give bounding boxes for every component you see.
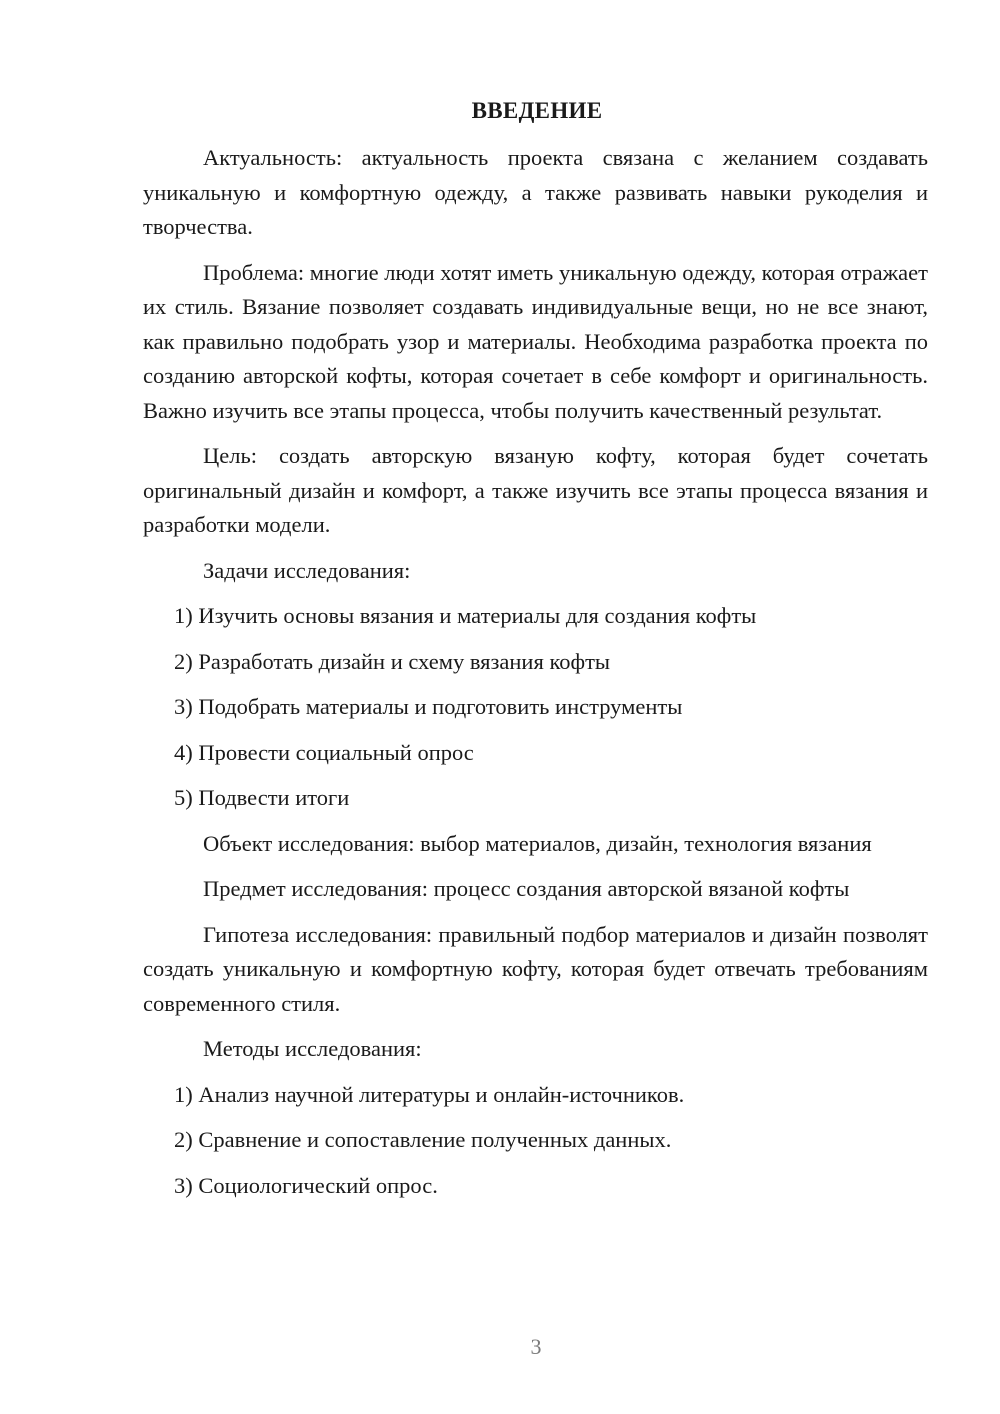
- method-item: 3) Социологический опрос.: [174, 1172, 438, 1198]
- task-item: 1) Изучить основы вязания и материалы для создания кофты: [174, 603, 757, 628]
- methods-heading: Методы исследования:: [203, 1036, 422, 1061]
- paragraph-hypothesis: Гипотеза исследования: правильный подбор материалов и дизайн позволят создать уникальную и комфортную кофту, которая будет отвечать требованиям современного стиля.: [143, 921, 928, 1016]
- paragraph-object: Объект исследования: выбор материалов, дизайн, технология вязания: [203, 830, 872, 856]
- method-item: 1) Анализ научной литературы и онлайн-источников.: [174, 1081, 685, 1107]
- document-body: [143, 141, 928, 1214]
- document-title: ВВЕДЕНИЕ: [471, 98, 603, 123]
- task-item: 4) Провести социальный опрос: [174, 739, 474, 765]
- method-item: 2) Сравнение и сопоставление полученных данных.: [174, 1127, 672, 1152]
- paragraph-relevance: Актуальность: актуальность проекта связана с желанием создавать уникальную и комфортную одежду, а также развивать навыки рукоделия и творчества.: [143, 145, 928, 239]
- paragraph-goal: Цель: создать авторскую вязаную кофту, которая будет сочетать оригинальный дизайн и комфорт, а также изучить все этапы процесса вязания и разработки модели.: [143, 443, 928, 537]
- paragraph-subject: Предмет исследования: процесс создания авторской вязаной кофты: [203, 876, 850, 901]
- tasks-list: [143, 599, 928, 816]
- methods-list: [143, 1078, 928, 1204]
- page-number: 3: [530, 1334, 542, 1359]
- task-item: 3) Подобрать материалы и подготовить инструменты: [174, 694, 683, 719]
- task-item: 5) Подвести итоги: [174, 785, 350, 810]
- task-item: 2) Разработать дизайн и схему вязания кофты: [174, 648, 611, 674]
- paragraph-problem: Проблема: многие люди хотят иметь уникальную одежду, которая отражает их стиль. Вязание позволяет создавать индивидуальные вещи, но не все знают, как правильно подобрать узор и материалы. Необходима разработка проекта по созданию авторской кофты, которая сочетает в себе комфорт и оригинальность. Важно изучить все этапы процесса, чтобы получить качественный результат.: [143, 259, 928, 423]
- tasks-heading: Задачи исследования:: [203, 557, 411, 583]
